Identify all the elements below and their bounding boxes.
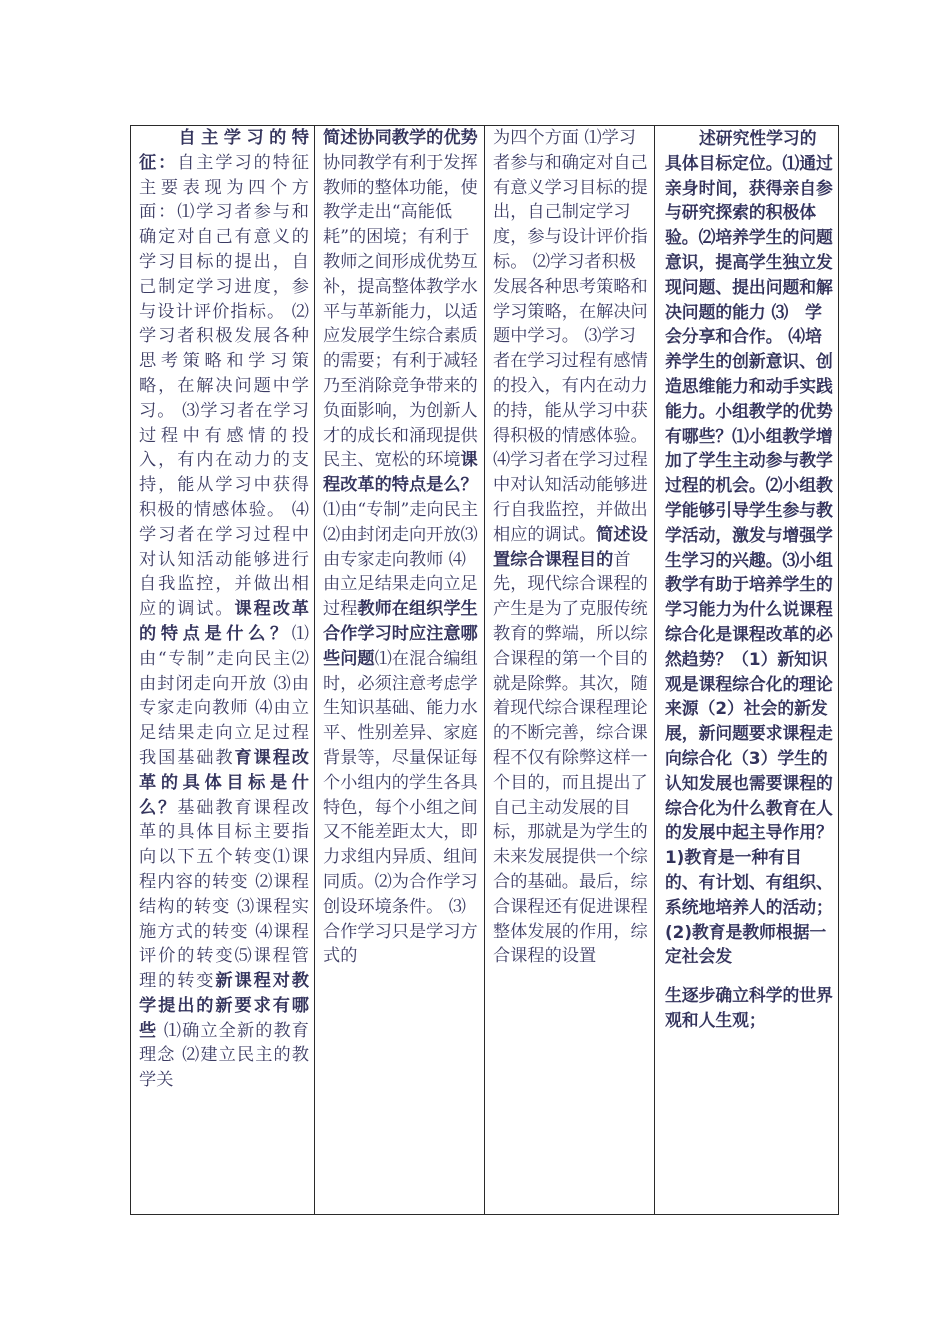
table-column-2 xyxy=(315,126,485,1214)
column-4-text xyxy=(665,126,833,1033)
table-column-3 xyxy=(485,126,655,1214)
heading-reform-goals: 育课程改革的具体目标是什么？ xyxy=(139,747,309,818)
heading-reform-features: 课程改革的特点是么？ xyxy=(323,450,478,496)
column-4-paragraph-2: 生逐步确立科学的世界观和人生观； xyxy=(665,985,833,1030)
heading-cooperative-learning: 教师在组织学生合作学习时应注意哪些问题 xyxy=(323,599,478,669)
column-3-text xyxy=(493,126,649,969)
heading-integrated-curriculum: 简述设置综合课程目的 xyxy=(493,524,648,570)
table-column-4 xyxy=(655,126,838,1214)
heading-reform-features: 课程改革的特点是什么？ xyxy=(139,599,309,644)
heading-new-requirements: 新课程对教学提出的新要求有哪些 xyxy=(139,971,309,1041)
body-text-bold: 述研究性学习的具体目标定位。⑴通过亲身时间，获得亲自参与研究探索的积极体验。⑵培养学生的问题意识，提高学生独立发现问题、提出问题和解决问题的能力 ⑶ 学会分享和合作。 ⑷培养学生的创新意识、创造思维能力和动手实践能力。小组教学的优势有哪些？⑴小组教学增加了学生主动参与教学过程的机会。⑵小组教学能够引导学生参与教学活动，激发与增强学生学习的兴趣。⑶小组教学有助于培养学生的学习能力为什么说课程综合化是课程改革的必然趋势？（1）新知识观是课程综合化的理论来源（2）社会的新发展，新问题要求课程走向综合化（3）学生的认知发展也需要课程的综合化为什么教育在人的发展中起主导作用？1)教育是一种有目的、有计划、有组织、系统地培养人的活动；(2)教育是教师根据一定社会发 xyxy=(665,128,833,967)
column-2-text xyxy=(323,126,479,969)
body-text: 为四个方面 ⑴学习者参与和确定对自己有意义学习目标的提出，自己制定学习度，参与设计评价指标。 ⑵学习者积极发展各种思考策略和学习策略，在解决问题中学习。 ⑶学习者在学习过程有感情的投入，有内在动力的持，能从学习中获得积极的情感体验。 ⑷学习者在学习过程中对认知活动能够进行自我监控，并做出相应的调试。 xyxy=(493,128,648,545)
body-text: 基础教育课程改革的具体目标主要指向以下五个转变⑴课程内容的转变 ⑵课程结构的转变 ⑶课程实施方式的转变 ⑷课程评价的转变⑸课程管理的转变 xyxy=(139,797,309,992)
body-text: 自主学习的特征主要表现为四个方面：⑴学习者参与和确定对自己有意义的学习目标的提出，自己制定学习进度，参与设计评价指标。 ⑵学习者积极发展各种思考策略和学习策略，在解决问题中学习。 ⑶学习者在学习过程中有感情的投入，有内在动力的支持，能从学习中获得积极的情感体验。 ⑷学习者在学习过程中对认知活动能够进行自我监控，并做出相应的调试。 xyxy=(139,152,309,620)
column-1-text xyxy=(139,126,309,1093)
body-text: 协同教学有利于发挥教师的整体功能，使教学走出“高能低耗”的困境；有利于教师之间形成优势互补，提高整体教学水平与革新能力，以适应发展学生综合素质的需要；有利于减轻乃至消除竞争带来的负面影响，为创新人才的成长和涌现提供民主、宽松的环境 xyxy=(323,152,478,471)
document-table xyxy=(130,125,839,1215)
heading-team-teaching: 简述协同教学的优势 xyxy=(323,128,478,148)
body-text: ⑴在混合编组时，必须注意考虑学生知识基础、能力水平、性别差异、家庭背景等，尽量保证每个小组内的学生各具特色，每个小组之间又不能差距太大，即力求组内异质、组间同质。⑵为合作学习创设环境条件。 ⑶合作学习只是学习方式的 xyxy=(323,648,478,967)
body-text: ⑴由“专制”走向民主⑵由封闭走向开放 ⑶由专家走向教师 ⑷由立足结果走向立足过程我国基础教 xyxy=(139,623,309,768)
spacer xyxy=(665,969,833,983)
body-text: 首先，现代综合课程的产生是为了克服传统教育的弊端，所以综合课程的第一个目的就是除弊。其次，随着现代综合课程理论的不断完善，综合课程不仅有除弊这样一个目的，而且提出了自己主动发展的目标，那就是为学生的未来发展提供一个综合的基础。最后，综合课程还有促进课程整体发展的作用，综合课程的设置 xyxy=(493,549,648,967)
body-text: ⑴确立全新的教育理念 ⑵建立民主的教学关 xyxy=(139,1020,309,1091)
column-4-paragraph-1 xyxy=(665,126,833,969)
table-column-1 xyxy=(131,126,315,1214)
heading-self-learning: 自主学习的特征： xyxy=(139,128,309,173)
body-text: ⑴由“专制”走向民主⑵由封闭走向开放⑶由专家走向教师 ⑷由立足结果走向立足过程 xyxy=(323,499,479,620)
